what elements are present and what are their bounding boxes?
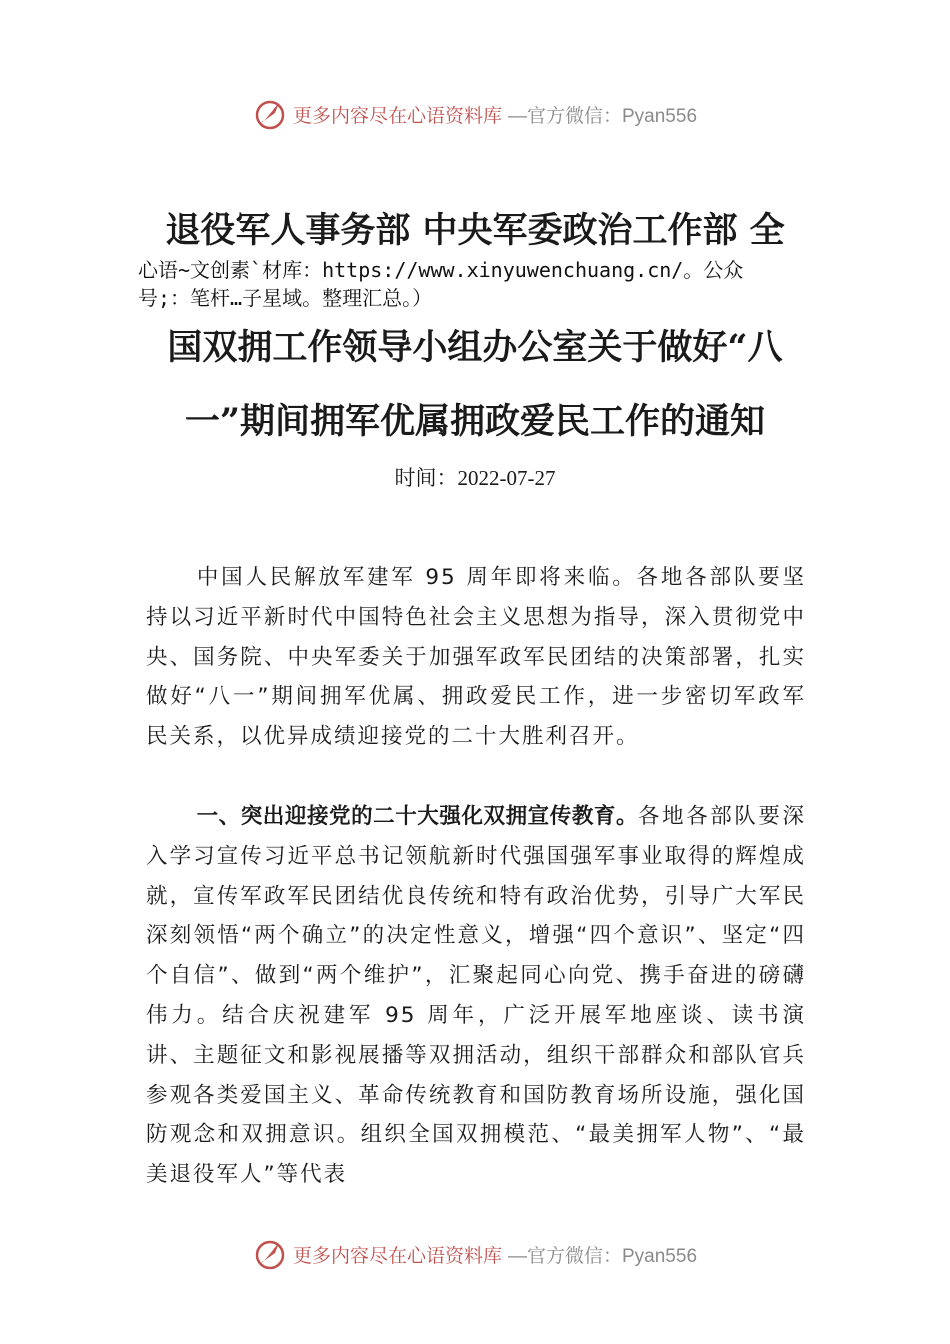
document-title-line-2: 国双拥工作领导小组办公室关于做好“八 [167,327,783,368]
overlay-text-line-2: 号;：笔杆…子星域。整理汇总。） [138,286,433,310]
paragraph-intro-text: 中国人民解放军建军 95 周年即将来临。各地各部队要坚持以习近平新时代中国特色社会主义思想为指导，深入贯彻党中央、国务院、中央军委关于加强军政军民团结的决策部署，扎实做好“八一”期间拥军优属、拥政爱民工作，进一步密切军政军民关系，以优异成绩迎接党的二十大胜利召开。 [146,565,806,750]
document-title-line-1: 退役军人事务部 中央军委政治工作部 全 [165,210,785,251]
watermark-banner-top [0,94,950,134]
publish-date: 时间：2022-07-27 [394,466,556,490]
watermark-red-text: 更多内容尽在心语资料库 [292,104,502,127]
quill-logo-icon [253,1237,287,1271]
paragraph-section-one [146,797,806,1195]
watermark-grey-text: —官方微信：Pyan556 [508,105,698,127]
watermark-red-text: 更多内容尽在心语资料库 [292,1244,502,1267]
section-one-heading: 一、突出迎接党的二十大强化双拥宣传教育。 [196,804,639,829]
watermark-grey-text: —官方微信：Pyan556 [508,1245,698,1267]
overlay-text-line-1: 心语~文创素`材库：https://www.xinyuwenchuang.cn/。公众 [138,258,744,282]
quill-logo-icon [253,97,287,131]
document-title-line-3: 一”期间拥军优属拥政爱民工作的通知 [184,401,766,442]
watermark-banner-bottom [0,1234,950,1274]
paragraph-intro [146,558,806,757]
section-one-body: 各地各部队要深入学习宣传习近平总书记领航新时代强国强军事业取得的辉煌成就，宣传军政军民团结优良传统和特有政治优势，引导广大军民深刻领悟“两个确立”的决定性意义，增强“四个意识”、坚定“四个自信”、做到“两个维护”，汇聚起同心向党、携手奋进的磅礴伟力。结合庆祝建军 95 周年，广泛开展军地座谈、读书演讲、主题征文和影视展播等双拥活动，组织干部群众和部队官兵参观各类爱国主义、革命传统教育和国防教育场所设施，强化国防观念和双拥意识。组织全国双拥模范、“最美拥军人物”、“最美退役军人”等代表 [146,804,806,1188]
